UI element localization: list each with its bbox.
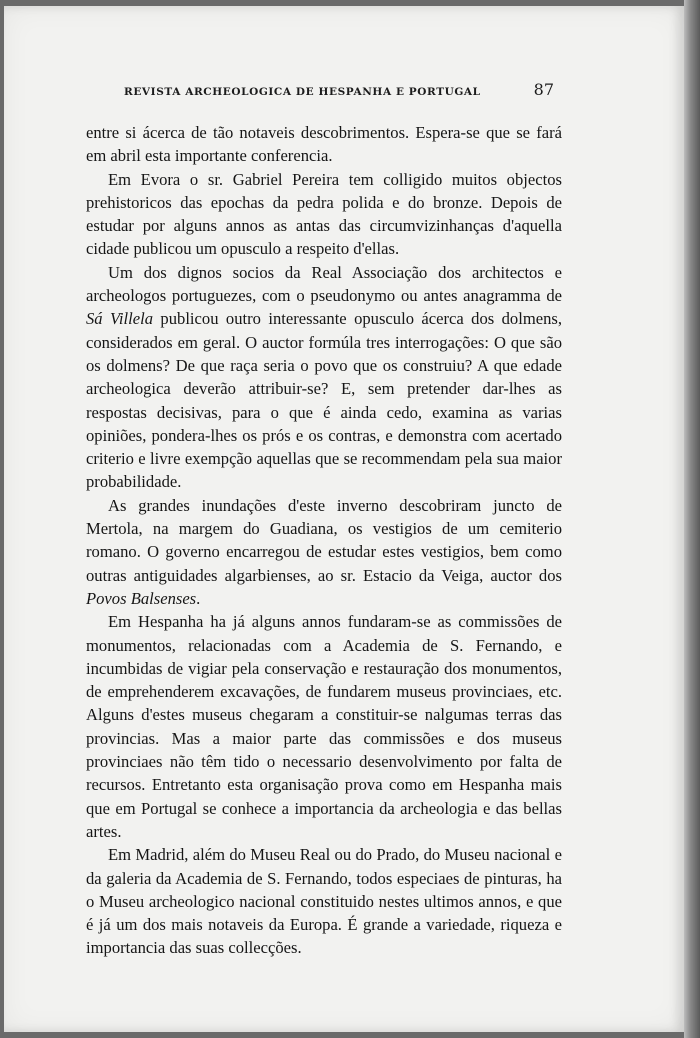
book-page: [4, 6, 684, 1032]
page-header: [124, 80, 554, 99]
paragraph: Em Hespanha ha já alguns annos fundaram-se as commissões de monumentos, relacionadas com a Academia de S. Fernando, e incumbidas de vigiar pela conservação e restauração dos monumentos, de emprehenderem excavações, de fundarem museus provinciaes, etc. Alguns d'estes museus chegaram a constituir-se nalgumas terras das provincias. Mas a maior parte das commissões e dos museus provinciaes não têm tido o necessario desenvolvimento por falta de recursos. Entretanto esta organisação prova como em Hespanha mais que em Portugal se conhece a importancia da archeologia e das bellas artes.: [86, 612, 562, 841]
paragraph: As grandes inundações d'este inverno descobriram juncto de Mertola, na margem do Guadiana, os vestigios de um cemiterio romano. O governo encarregou de estudar estes vestigios, bem como outras antiguidades algarbienses, ao sr. Estacio da Veiga, auctor dos Povos Balsenses.: [86, 495, 562, 608]
body-text: [86, 121, 562, 960]
paragraph: Um dos dignos socios da Real Associação dos architectos e archeologos portuguezes, com o pseudonymo ou antes anagramma de Sá Villela publicou outro interessante opusculo ácerca dos dolmens, considerados em geral. O auctor formúla tres interrogações: O que são os dolmens? De que raça seria o povo que os construiu? A que edade archeologica deverão attribuir-se? E, sem pretender dar-lhes as respostas decisivas, para o que é ainda cedo, examina as varias opiniões, pondera-lhes os prós e os contras, e demonstra com acertado criterio e livre exempção aquellas que se recommendam pela sua maior probabilidade.: [86, 262, 562, 492]
paragraph: Em Evora o sr. Gabriel Pereira tem colligido muitos objectos prehistoricos das epochas da pedra polida e do bronze. Depois de estudar por alguns annos as antas das circumvizinhanças d'aquella cidade publicou um opusculo a respeito d'ellas.: [86, 169, 562, 259]
running-title: REVISTA ARCHEOLOGICA DE HESPANHA E PORTUGAL: [124, 86, 481, 98]
page-edge-shadow: [684, 0, 700, 1038]
paragraph-continuation: entre si ácerca de tão notaveis descobrimentos. Espera-se que se fará em abril esta importante conferencia.: [86, 123, 562, 166]
paragraph: Em Madrid, além do Museu Real ou do Prado, do Museu nacional e da galeria da Academia de S. Fernando, todos especiaes de pinturas, ha o Museu archeologico nacional constituido nestes ultimos annos, e que é já um dos mais notaveis da Europa. É grande a variedade, riqueza e importancia das suas collecções.: [86, 845, 562, 958]
page-number: 87: [533, 80, 554, 99]
